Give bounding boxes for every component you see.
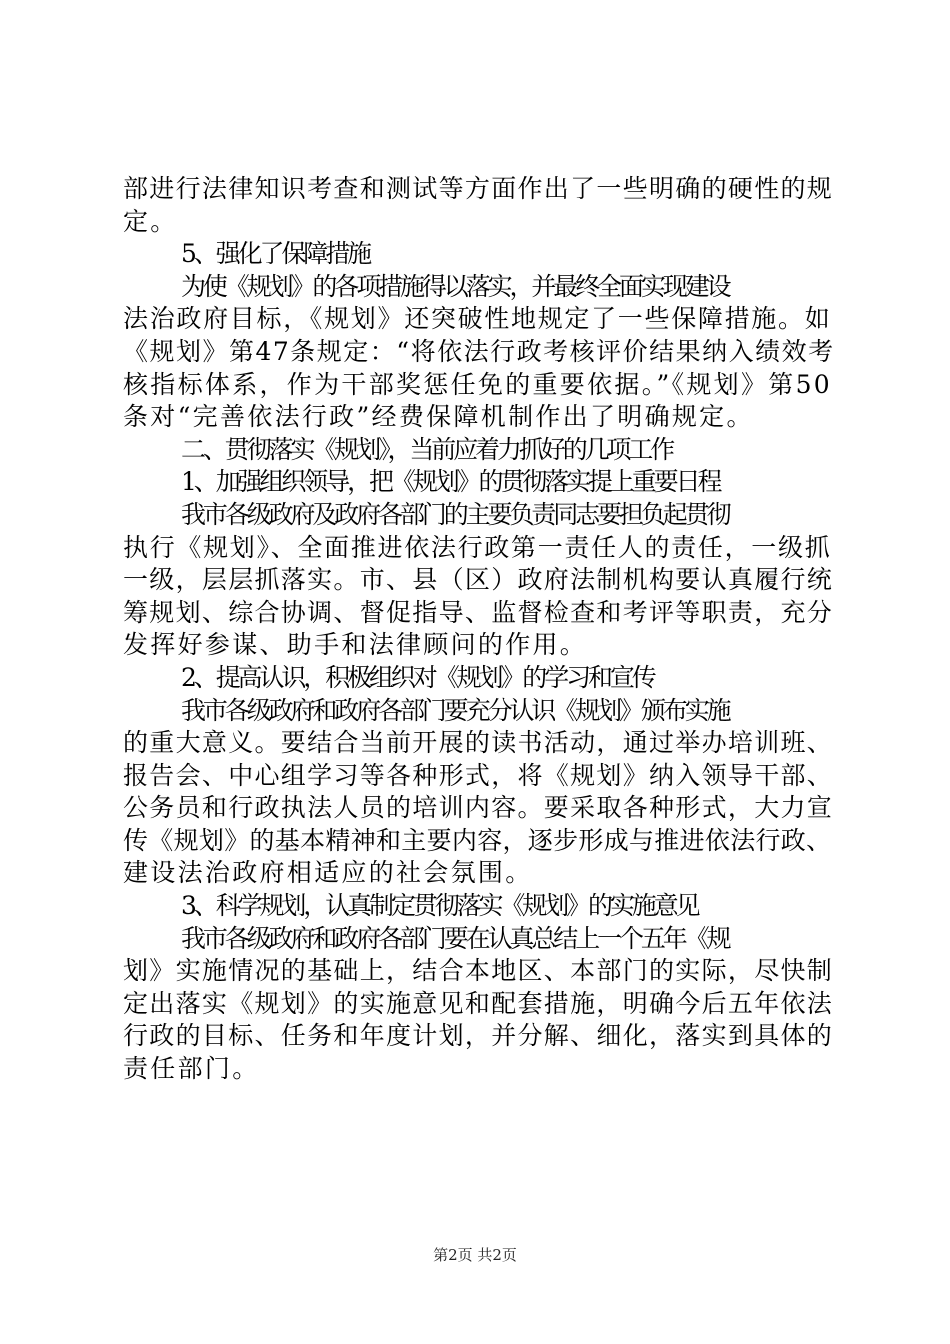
page-footer [0, 1244, 950, 1265]
text-line: 我市各级政府和政府各部门要充分认识《规划》颁布实施 [181, 695, 729, 725]
text-line: 为使《规划》的各项措施得以落实，并最终全面实现建设 [181, 271, 729, 301]
text-line: 核指标体系，作为干部奖惩任免的重要依据。”《规划》第50 [123, 369, 832, 399]
text-line: 我市各级政府及政府各部门的主要负责同志要担负起贯彻 [181, 499, 729, 529]
text-line: 行政的目标、任务和年度计划，并分解、细化，落实到具体的 [123, 1021, 834, 1051]
text-line: 定出落实《规划》的实施意见和配套措施，明确今后五年依法 [123, 988, 834, 1018]
text-line: 执行《规划》、全面推进依法行政第一责任人的责任，一级抓 [123, 532, 832, 562]
text-line: 筹规划、综合协调、督促指导、监督检查和考评等职责，充分 [123, 597, 834, 627]
text-line: 二、贯彻落实《规划》，当前应着力抓好的几项工作 [181, 434, 673, 464]
text-line: 2、提高认识，积极组织对《规划》的学习和宣传 [181, 662, 654, 692]
text-line: 划》实施情况的基础上，结合本地区、本部门的实际，尽快制 [123, 956, 834, 986]
text-line: 部进行法律知识考查和测试等方面作出了一些明确的硬性的规 [123, 174, 834, 203]
text-line: 报告会、中心组学习等各种形式，将《规划》纳入领导干部、 [123, 760, 834, 790]
text-line: 《规划》第47条规定：“将依法行政考核评价结果纳入绩效考 [123, 336, 835, 366]
text-line: 5、强化了保障措施 [181, 239, 370, 269]
text-line: 的重大意义。要结合当前开展的读书活动，通过举办培训班、 [123, 728, 834, 758]
text-line: 责任部门。 [123, 1054, 260, 1084]
text-line: 法治政府目标，《规划》还突破性地规定了一些保障措施。如 [123, 304, 832, 334]
document-body [123, 173, 835, 1086]
text-line: 条对“完善依法行政”经费保障机制作出了明确规定。 [123, 402, 754, 432]
text-line: 我市各级政府和政府各部门要在认真总结上一个五年《规 [181, 923, 729, 953]
text-line: 发挥好参谋、助手和法律顾问的作用。 [123, 630, 588, 660]
text-line: 建设法治政府相适应的社会氛围。 [123, 858, 533, 888]
text-line: 1、加强组织领导，把《规划》的贯彻落实提上重要日程 [181, 467, 720, 497]
page-number-label: 第2页 共2页 [433, 1246, 517, 1264]
text-line: 公务员和行政执法人员的培训内容。要采取各种形式，大力宣 [123, 793, 834, 823]
text-line: 3、科学规划，认真制定贯彻落实《规划》的实施意见 [181, 891, 698, 921]
text-line: 一级，层层抓落实。市、县（区）政府法制机构要认真履行统 [123, 565, 834, 595]
text-line: 传《规划》的基本精神和主要内容，逐步形成与推进依法行政、 [123, 825, 832, 855]
text-line: 定。 [123, 206, 178, 236]
